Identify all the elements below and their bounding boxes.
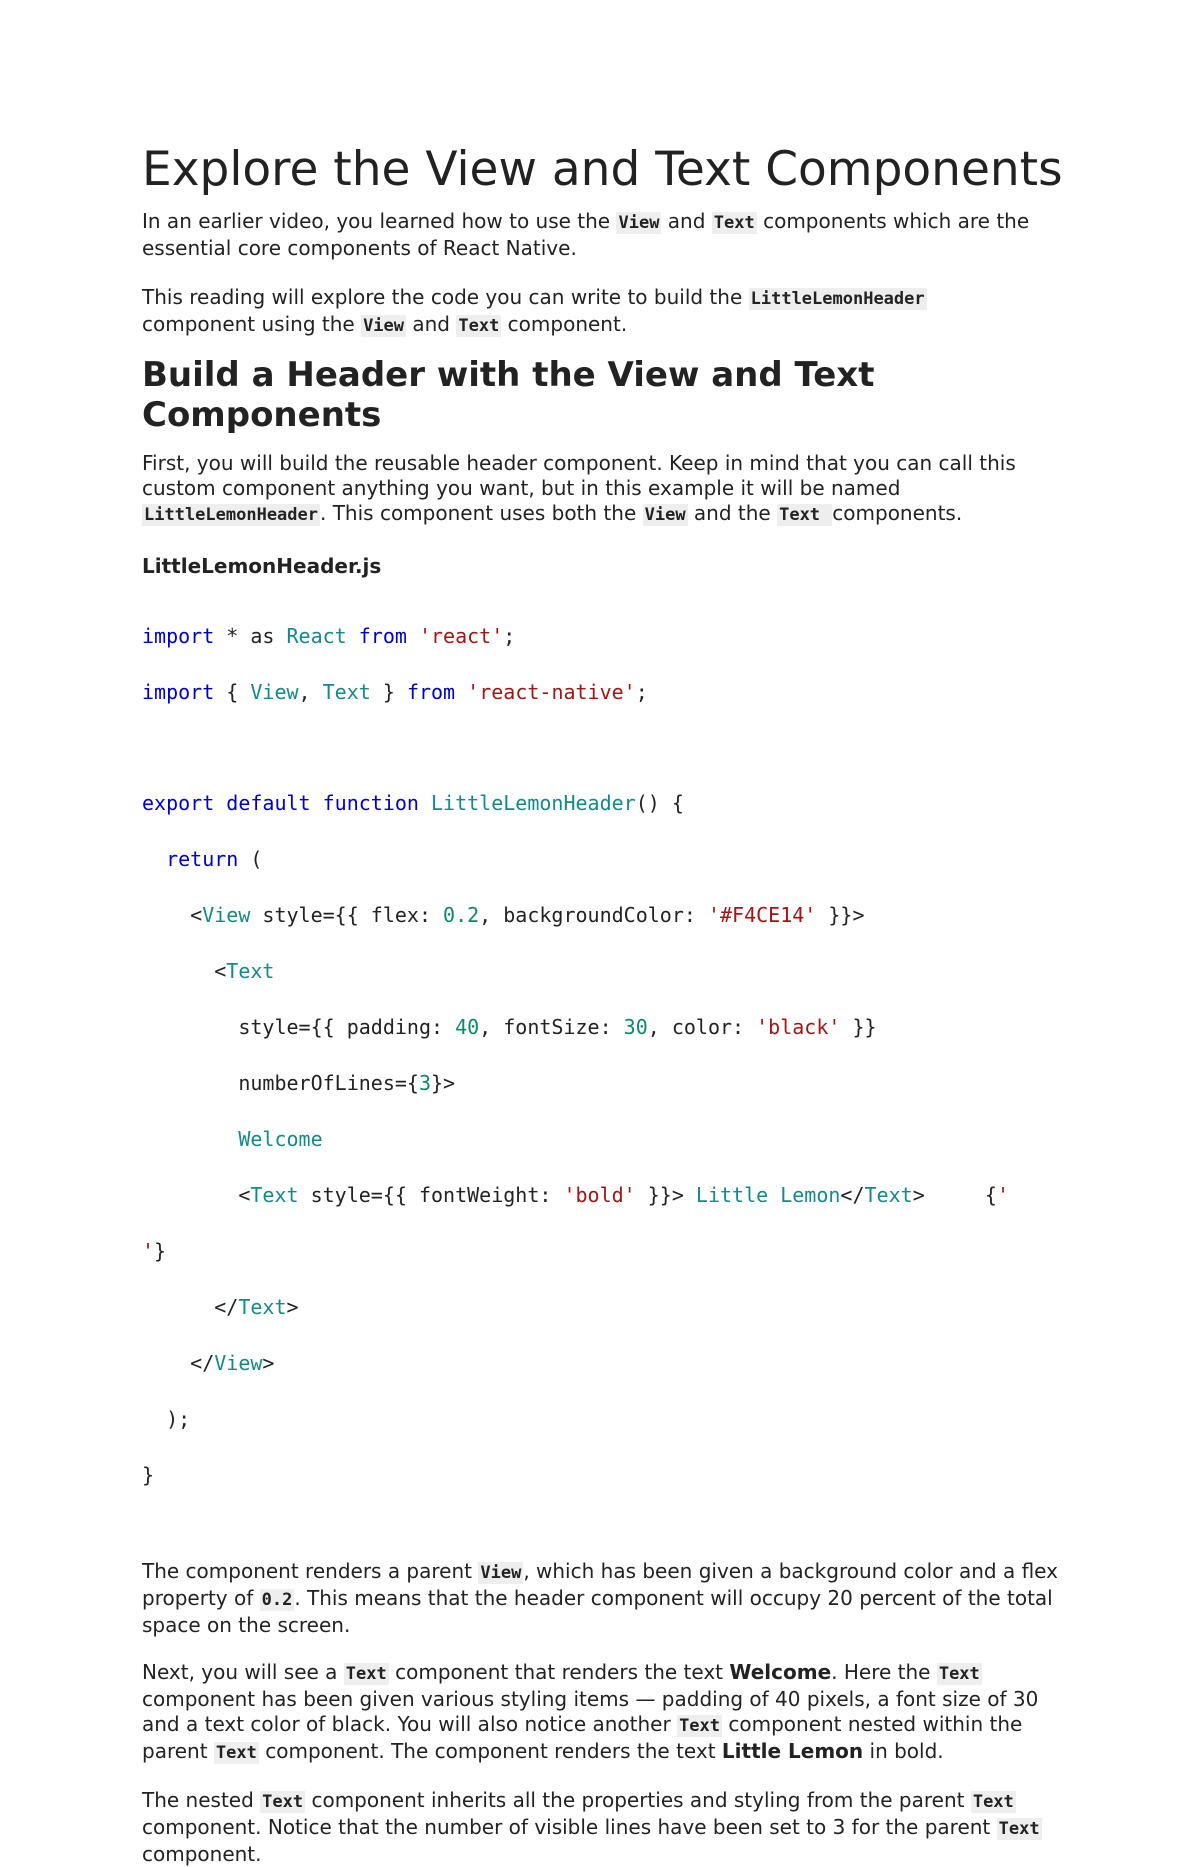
token: Text bbox=[322, 680, 371, 704]
token: 'black' bbox=[756, 1015, 841, 1039]
inline-code: Text bbox=[215, 1743, 257, 1763]
text-run: and the bbox=[687, 501, 778, 525]
token: </ bbox=[142, 1351, 215, 1375]
token: return bbox=[166, 847, 239, 871]
token: } bbox=[370, 680, 407, 704]
text-run: First, you will build the reusable header component. Keep in mind that you can call this custom component anything you want, but in this example it will be named bbox=[142, 451, 1016, 500]
inline-code: Text bbox=[972, 1792, 1014, 1812]
text-run: The component renders a parent bbox=[142, 1559, 479, 1583]
text-run: component. Notice that the number of visible lines have been set to 3 for the parent bbox=[142, 1815, 997, 1839]
token: ' bbox=[996, 1183, 1010, 1207]
document-page bbox=[142, 140, 1072, 1867]
code-line bbox=[142, 622, 1072, 650]
inline-code: View bbox=[644, 505, 686, 525]
inline-code: Text bbox=[679, 1716, 721, 1736]
token: * as bbox=[214, 624, 287, 648]
token: style={{ flex: bbox=[250, 903, 444, 927]
token: < bbox=[142, 1183, 251, 1207]
token: ; bbox=[503, 624, 516, 648]
text-run: component. bbox=[501, 312, 628, 336]
token: View bbox=[202, 903, 251, 927]
first-paragraph bbox=[142, 451, 1072, 528]
page-title: Explore the View and Text Components bbox=[142, 142, 1063, 197]
inline-code: Text bbox=[938, 1664, 980, 1684]
inline-code: LittleLemonHeader bbox=[144, 505, 318, 525]
inline-code: Text bbox=[779, 505, 831, 525]
token: }> bbox=[431, 1071, 456, 1095]
inline-code: Text bbox=[998, 1819, 1040, 1839]
inline-code: Text bbox=[345, 1664, 387, 1684]
token: , color: bbox=[647, 1015, 757, 1039]
token: 30 bbox=[623, 1015, 648, 1039]
token: Text bbox=[226, 959, 275, 983]
inline-code: View bbox=[480, 1563, 522, 1583]
text-run: This reading will explore the code you can write to build the bbox=[142, 285, 749, 309]
token: from bbox=[346, 624, 407, 648]
nested-paragraph bbox=[142, 1788, 1072, 1867]
token: ( bbox=[238, 847, 263, 871]
token: from bbox=[406, 680, 456, 704]
token: ); bbox=[142, 1407, 191, 1431]
code-line bbox=[142, 1293, 1072, 1321]
file-name-heading: LittleLemonHeader.js bbox=[142, 554, 382, 578]
text-run: component. bbox=[142, 1842, 262, 1866]
token: React bbox=[286, 624, 347, 648]
token: View bbox=[250, 680, 299, 704]
token: ; bbox=[635, 680, 648, 704]
renders-paragraph bbox=[142, 1559, 1072, 1638]
token: } bbox=[154, 1239, 167, 1263]
token: 3 bbox=[418, 1071, 431, 1095]
token: numberOfLines={ bbox=[142, 1071, 419, 1095]
text-run: and bbox=[406, 312, 457, 336]
token: < bbox=[142, 959, 227, 983]
text-run: component using the bbox=[142, 312, 362, 336]
code-line bbox=[142, 789, 1072, 817]
token: 40 bbox=[455, 1015, 480, 1039]
token: Text bbox=[250, 1183, 299, 1207]
token: }} bbox=[840, 1015, 877, 1039]
token: < bbox=[142, 903, 203, 927]
token: 'bold' bbox=[563, 1183, 636, 1207]
intro-paragraph bbox=[142, 209, 1072, 261]
token: 'react' bbox=[406, 624, 504, 648]
token: , bbox=[298, 680, 323, 704]
inline-code: LittleLemonHeader bbox=[750, 289, 925, 309]
token: style={{ fontWeight: bbox=[298, 1183, 564, 1207]
text-run: The nested bbox=[142, 1788, 261, 1812]
token: import bbox=[142, 624, 215, 648]
inline-code: 0.2 bbox=[261, 1590, 293, 1610]
token: Text bbox=[864, 1183, 913, 1207]
text-run: and bbox=[661, 209, 712, 233]
text-run: . Here the bbox=[831, 1660, 937, 1684]
code-line bbox=[142, 1069, 1072, 1097]
token bbox=[142, 1127, 238, 1151]
inline-code: Text bbox=[713, 213, 755, 233]
section-heading: Build a Header with the View and Text Components bbox=[142, 355, 875, 435]
text-run: component that renders the text bbox=[388, 1660, 730, 1684]
text-run: . This component uses both the bbox=[320, 501, 643, 525]
text-run: components which are the essential core components of React Native. bbox=[142, 209, 1030, 260]
code-line bbox=[142, 1349, 1072, 1377]
reading-paragraph bbox=[142, 285, 1072, 339]
code-line bbox=[142, 678, 1072, 706]
token: Text bbox=[238, 1295, 287, 1319]
token: () { bbox=[635, 791, 684, 815]
inline-code: Text bbox=[458, 316, 500, 336]
token: style={{ padding: bbox=[142, 1015, 456, 1039]
text-run: . This means that the header component will occupy 20 percent of the total space on the screen. bbox=[142, 1586, 1053, 1637]
code-block bbox=[142, 594, 1072, 1545]
token: > { bbox=[912, 1183, 997, 1207]
inline-code: View bbox=[363, 316, 405, 336]
code-line bbox=[142, 1125, 1072, 1153]
token: </ bbox=[840, 1183, 865, 1207]
token: View bbox=[214, 1351, 263, 1375]
bold-text: Welcome bbox=[729, 1660, 832, 1684]
text-run: component. The component renders the text bbox=[258, 1739, 722, 1763]
code-line bbox=[142, 901, 1072, 929]
token bbox=[142, 847, 166, 871]
inline-code: View bbox=[618, 213, 660, 233]
token: '#F4CE14' bbox=[707, 903, 817, 927]
code-line bbox=[142, 1405, 1072, 1433]
token: Welcome bbox=[238, 1127, 323, 1151]
code-line bbox=[142, 1013, 1072, 1041]
token: Little Lemon bbox=[695, 1183, 841, 1207]
token: , backgroundColor: bbox=[479, 903, 708, 927]
code-line bbox=[142, 1461, 1072, 1489]
text-run: Next, you will see a bbox=[142, 1660, 344, 1684]
code-line bbox=[142, 1181, 1072, 1209]
token: } bbox=[142, 1463, 155, 1487]
text-run: In an earlier video, you learned how to use the bbox=[142, 209, 617, 233]
token: </ bbox=[142, 1295, 239, 1319]
token: import bbox=[142, 680, 215, 704]
code-line bbox=[142, 957, 1072, 985]
text-run: component nested within the parent bbox=[142, 1712, 1023, 1763]
code-line bbox=[142, 1237, 1072, 1265]
token: 0.2 bbox=[443, 903, 480, 927]
token: 'react-native' bbox=[455, 680, 636, 704]
text-run: component has been given various styling items — padding of 40 pixels, a font size of 30 and a text color of black. You will also notice another bbox=[142, 1687, 1039, 1736]
text-run: components. bbox=[832, 501, 963, 525]
token: > bbox=[262, 1351, 275, 1375]
token: }}> bbox=[816, 903, 865, 927]
bold-text: Little Lemon bbox=[721, 1739, 864, 1763]
token: LittleLemonHeader bbox=[431, 791, 636, 815]
inline-code: Text bbox=[262, 1792, 304, 1812]
token: > bbox=[286, 1295, 299, 1319]
token: }}> bbox=[635, 1183, 696, 1207]
code-line-blank bbox=[142, 734, 1072, 761]
token: ' bbox=[142, 1239, 155, 1263]
text-run: in bold. bbox=[863, 1739, 944, 1763]
token: export default function bbox=[142, 791, 419, 815]
token: { bbox=[214, 680, 251, 704]
token: , fontSize: bbox=[479, 1015, 624, 1039]
text-run: , which has been given a background color and a flex property of bbox=[142, 1559, 1058, 1610]
token bbox=[419, 791, 431, 815]
code-line bbox=[142, 845, 1072, 873]
next-paragraph bbox=[142, 1660, 1072, 1766]
text-run: component inherits all the properties and styling from the parent bbox=[305, 1788, 971, 1812]
